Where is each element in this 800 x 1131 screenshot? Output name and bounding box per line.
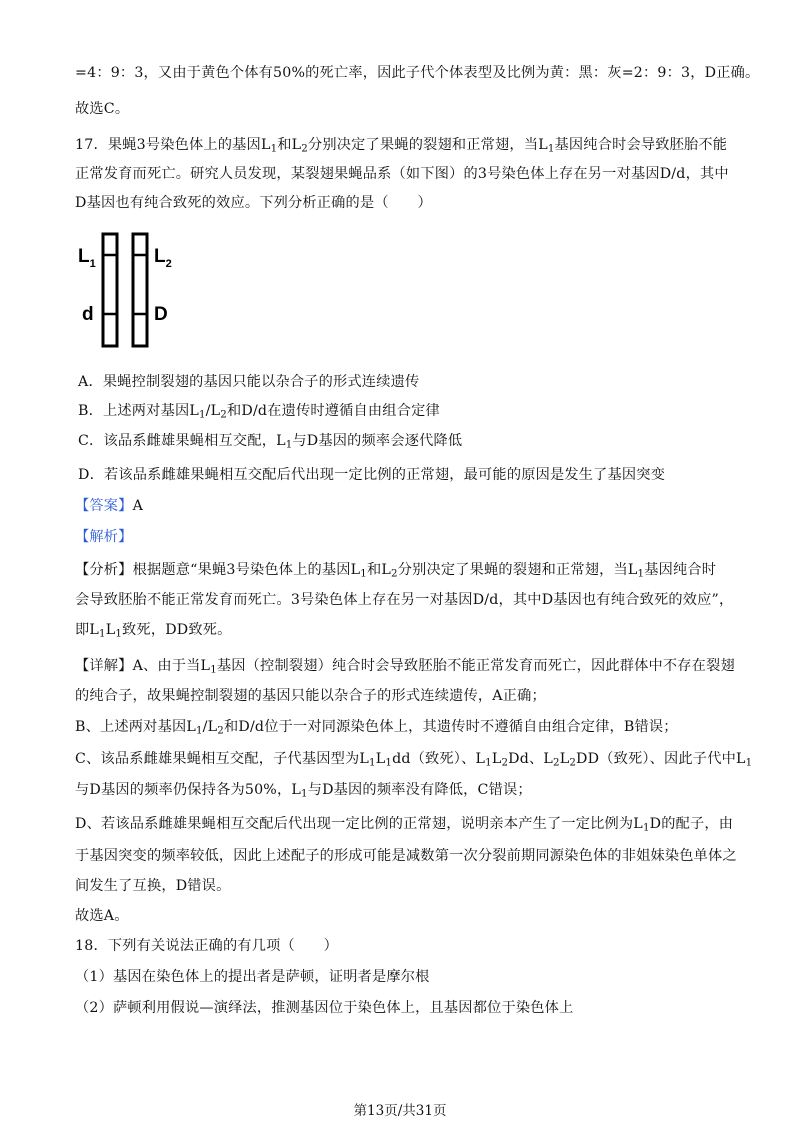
explain-c-line-1: C、该品系雌雄果蝇相互交配，子代基因型为$L_1L_1dd$（致死）、$L_1L_2Dd$、$L_2L_2DD$（致死）、因此子代中$L_1$ xyxy=(75,751,753,769)
analysis-tag-line xyxy=(75,527,133,547)
conclusion: 故选A。 xyxy=(75,908,129,924)
option-c: C．该品系雌雄果蝇相互交配，$L_1$与D基因的频率会逐代降低 xyxy=(78,433,463,451)
chromosome-right xyxy=(133,234,147,346)
question-18-item-2: （2）萨顿利用假说—演绎法，推测基因位于染色体上，且基因都位于染色体上 xyxy=(75,1000,574,1016)
label-d: d xyxy=(82,304,94,325)
page-footer: 第13页/共31页 xyxy=(353,1103,447,1119)
answer-tag: 【答案】 xyxy=(75,498,133,514)
xiangjie-line-1: 【详解】A、由于当$L_1$基因（控制裂翅）纯合时会导致胚胎不能正常发育而死亡，因此群体中不存在裂翅 xyxy=(75,658,735,676)
explain-c-line-2: 与D基因的频率仍保持各为50%，$L_1$与D基因的频率没有降低，C错误； xyxy=(75,782,532,800)
answer-line: 【答案】A xyxy=(75,498,144,514)
explain-d-line-2: 于基因突变的频率较低，因此上述配子的形成可能是减数第一次分裂前期同源染色体的非姐妹染色单体之 xyxy=(75,848,737,864)
option-b: B．上述两对基因$L_1/L_2$和D/d在遗传时遵循自由组合定律 xyxy=(78,403,440,421)
fenxi-line-1: 【分析】根据题意“果蝇3号染色体上的基因$L_1$和$L_2$分别决定了果蝇的裂翅和正常翅，当$L_1$基因纯合时 xyxy=(75,562,717,580)
option-d: D．若该品系雌雄果蝇相互交配后代出现一定比例的正常翅，最可能的原因是发生了基因突变 xyxy=(78,467,666,483)
question-17-line-3: D基因也有纯合致死的效应。下列分析正确的是（ ） xyxy=(75,195,432,211)
explain-b: B、上述两对基因$L_1/L_2$和D/d位于一对同源染色体上，其遗传时不遵循自由组合定律，B错误； xyxy=(75,719,678,737)
xiangjie-line-2: 的纯合子，故果蝇控制裂翅的基因只能以杂合子的形式连续遗传，A正确； xyxy=(75,688,546,704)
question-17-line-2: 正常发育而死亡。研究人员发现，某裂翅果蝇品系（如下图）的3号染色体上存在另一对基因D/d，其中 xyxy=(75,166,729,182)
label-l2: $L_2$ xyxy=(154,246,172,270)
chromosome-left xyxy=(103,234,117,346)
explain-d-line-1: D、若该品系雌雄果蝇相互交配后代出现一定比例的正常翅，说明亲本产生了一定比例为$L_1D$的配子，由 xyxy=(75,816,734,834)
fenxi-line-2: 会导致胚胎不能正常发育而死亡。3号染色体上存在另一对基因D/d，其中D基因也有纯合致死的效应”， xyxy=(75,592,734,608)
option-a: A．果蝇控制裂翅的基因只能以杂合子的形式连续遗传 xyxy=(78,374,420,390)
label-l1: $L_1$ xyxy=(78,246,96,270)
question-18-item-1: （1）基因在染色体上的提出者是萨顿，证明者是摩尔根 xyxy=(75,969,430,985)
analysis-tag: 【解析】 xyxy=(75,529,133,545)
text-line: =4：9：3，又由于黄色个体有50%的死亡率，因此子代个体表型及比例为黄：黑：灰=2：9：3，D正确。 xyxy=(75,65,760,81)
text-line: 故选C。 xyxy=(75,101,130,117)
fenxi-line-3: 即$L_1L_1$致死，DD致死。 xyxy=(75,622,232,640)
label-D: D xyxy=(154,304,168,325)
chromosome-diagram xyxy=(76,228,186,353)
question-18: 18．下列有关说法正确的有几项（ ） xyxy=(75,938,339,954)
explain-d-line-3: 间发生了互换，D错误。 xyxy=(75,878,231,894)
question-17-line-1: 17．果蝇3号染色体上的基因$L_1$和$L_2$分别决定了果蝇的裂翅和正常翅，当$L_1$基因纯合时会导致胚胎不能 xyxy=(75,137,728,155)
